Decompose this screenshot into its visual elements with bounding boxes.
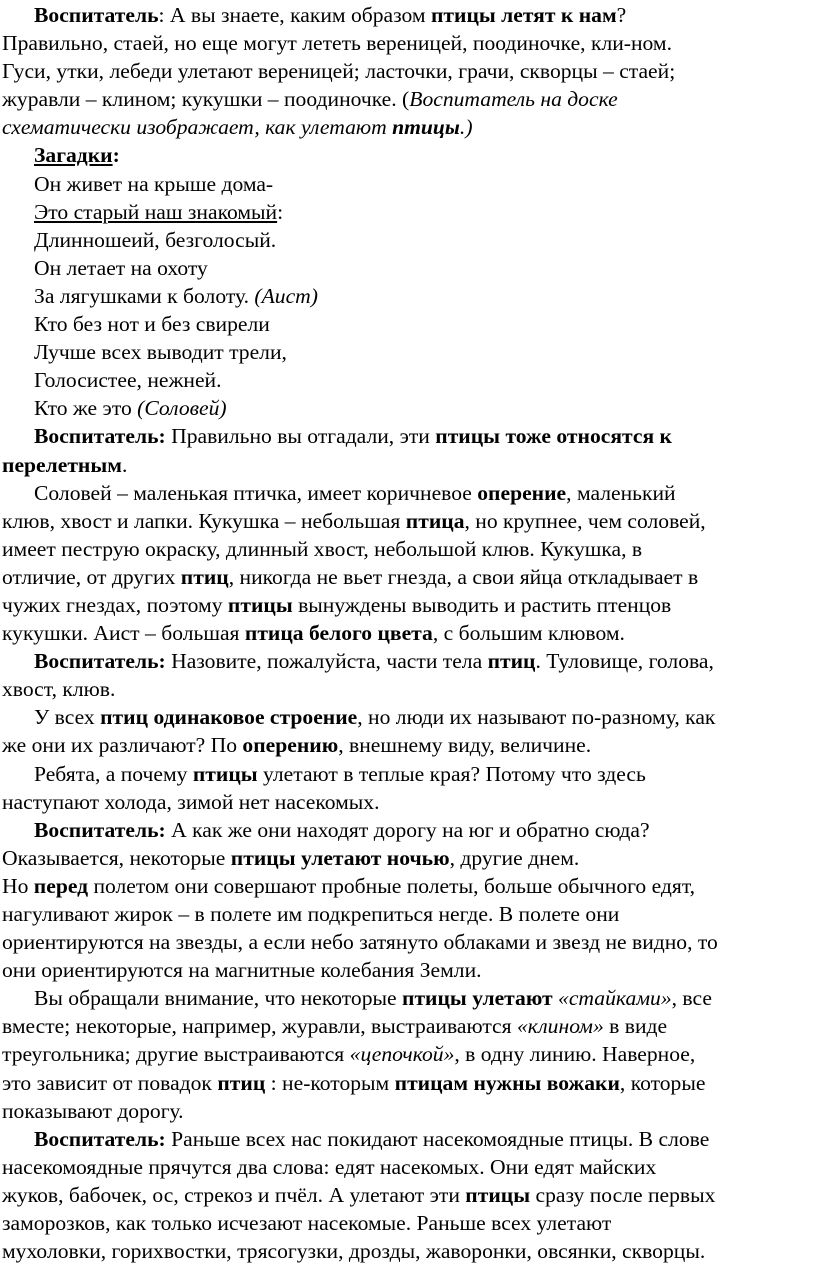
text-line xyxy=(2,1209,816,1237)
text-line xyxy=(2,29,816,57)
text-run: : А вы знаете, каким образом xyxy=(158,3,431,27)
riddle-line xyxy=(2,394,816,422)
text-run: , внешнему виду, величине. xyxy=(338,733,592,758)
text-run: Голосистее, нежней. xyxy=(34,368,222,393)
riddle-line xyxy=(2,226,816,254)
text-run: это зависит от повадок xyxy=(2,1070,218,1095)
text-run: , в одну линию. Наверное, xyxy=(454,1042,696,1067)
text-run: журавли – клином; кукушки – поодиночке. ( xyxy=(2,87,410,112)
text-run: «стайками» xyxy=(558,986,672,1011)
text-run: .) xyxy=(459,115,473,140)
riddle-line xyxy=(2,282,816,310)
text-run: оперению xyxy=(242,733,339,758)
text-run: , но крупнее, чем соловей, xyxy=(464,508,706,533)
text-run: птиц xyxy=(180,564,229,589)
text-run: , с большим клювом. xyxy=(432,621,625,646)
text-run: показывают дорогу. xyxy=(2,1098,184,1123)
text-run: треугольника; другие выстраиваются xyxy=(2,1042,350,1067)
text-run: ориентируются на звезды, а если небо затянуто облаками и звезд не видно, то xyxy=(2,930,718,955)
text-line xyxy=(2,956,816,984)
text-run: птиц xyxy=(217,1070,266,1095)
text-run: насекомоядные прячутся два слова: едят насекомых. Они едят майских xyxy=(2,1154,657,1179)
text-line xyxy=(2,703,816,731)
text-run: (Аист) xyxy=(254,283,318,308)
text-run: Воспитатель: xyxy=(34,817,166,842)
riddle-line xyxy=(2,170,816,198)
text-run: птицы улетают ночью xyxy=(230,845,450,870)
text-run: птицы xyxy=(227,592,293,617)
text-line xyxy=(2,85,816,113)
text-run: птицы летят к нам xyxy=(430,3,617,27)
text-run: птицы xyxy=(192,761,258,786)
text-line xyxy=(2,1097,816,1125)
text-line xyxy=(2,113,816,141)
text-line xyxy=(2,647,816,675)
text-run: , никогда не вьет гнезда, а свои яйца откладывает в xyxy=(228,564,699,589)
text-run: Гуси, утки, лебеди улетают вереницей; ласточки, грачи, скворцы – стаей; xyxy=(2,59,676,84)
text-run: птиц xyxy=(487,649,536,674)
text-line xyxy=(2,872,816,900)
text-line xyxy=(2,591,816,619)
text-run: птицы улетают xyxy=(402,986,553,1011)
text-run: Кто без нот и без свирели xyxy=(34,312,270,337)
text-run: перед xyxy=(33,873,89,898)
text-line xyxy=(2,675,816,703)
text-line xyxy=(2,535,816,563)
text-run: нагуливают жирок – в полете им подкрепиться негде. В полете они xyxy=(2,902,620,926)
text-run: «клином» xyxy=(516,1014,604,1039)
text-line xyxy=(2,479,816,507)
text-run: : xyxy=(112,143,120,168)
text-run: , другие днем. xyxy=(449,845,580,870)
text-run: , которые xyxy=(619,1070,706,1095)
text-line xyxy=(2,731,816,759)
text-run: Раньше всех нас покидают насекомоядные птицы. В слове xyxy=(165,1126,710,1151)
text-line xyxy=(2,422,816,450)
text-run: вместе; некоторые, например, журавли, выстраиваются xyxy=(2,1014,517,1039)
text-line xyxy=(2,451,816,479)
text-run: вынуждены выводить и растить птенцов xyxy=(292,592,672,617)
text-line xyxy=(2,760,816,788)
text-run: оперение xyxy=(477,480,567,505)
text-run: Ребята, а почему xyxy=(34,761,193,786)
text-run: птиц одинаковое строение xyxy=(100,705,358,730)
text-run: имеет пеструю окраску, длинный хвост, небольшой клюв. Кукушка, в xyxy=(2,536,643,561)
text-run: перелетным xyxy=(2,452,122,477)
text-line xyxy=(2,1237,816,1265)
text-run: : xyxy=(277,199,284,224)
text-run: . xyxy=(121,452,128,477)
riddle-line xyxy=(2,338,816,366)
text-run: наступают холода, зимой нет насекомых. xyxy=(2,789,380,814)
riddle-line xyxy=(2,366,816,394)
text-run: «цепочкой» xyxy=(349,1042,455,1067)
text-line xyxy=(2,563,816,591)
text-run: Кто же это xyxy=(34,396,138,421)
text-line xyxy=(2,900,816,928)
text-run: схематически изображает, как улетают xyxy=(2,115,393,140)
text-line xyxy=(2,816,816,844)
text-run: Вы обращали внимание, что некоторые xyxy=(34,986,402,1011)
text-run: птицы xyxy=(392,115,460,140)
text-run: , но люди их называют по-разному, как xyxy=(357,705,716,730)
text-run: Длинношеий, безголосый. xyxy=(34,227,277,252)
text-line xyxy=(2,1125,816,1153)
text-run: А как же они находят дорогу на юг и обратно сюда? xyxy=(165,817,650,842)
text-run: Правильно вы отгадали, эти xyxy=(165,424,436,449)
text-run: Воспитатель: xyxy=(34,649,166,674)
text-run: улетают в теплые края? Потому что здесь xyxy=(257,761,646,786)
riddles-heading xyxy=(2,141,816,169)
text-line xyxy=(2,928,816,956)
text-line xyxy=(2,1,816,29)
text-run: , все xyxy=(671,986,712,1011)
text-run: (Соловей) xyxy=(137,396,227,421)
text-line xyxy=(2,844,816,872)
text-run: Воспитатель на доске xyxy=(409,87,618,112)
text-run: Воспитатель: xyxy=(34,424,166,449)
text-line xyxy=(2,507,816,535)
text-run: Но xyxy=(2,873,34,898)
text-run: Воспитатель: xyxy=(34,1126,166,1151)
riddle-line xyxy=(2,198,816,226)
text-run: У всех xyxy=(34,705,101,730)
text-run: отличие, от других xyxy=(2,564,181,589)
riddle-line xyxy=(2,254,816,282)
text-run: они ориентируются на магнитные колебания Земли. xyxy=(2,958,482,983)
text-run: . Туловище, голова, xyxy=(535,649,714,674)
riddle-line xyxy=(2,310,816,338)
text-line xyxy=(2,57,816,85)
text-run: птицы xyxy=(465,1182,531,1207)
text-run: Лучше всех выводит трели, xyxy=(34,340,287,365)
text-run: же они их различают? По xyxy=(2,733,243,758)
text-run: Он живет на крыше дома- xyxy=(34,171,274,196)
text-run: сразу после первых xyxy=(530,1182,716,1207)
text-line xyxy=(2,1012,816,1040)
text-run: Загадки xyxy=(34,143,113,168)
text-run: кукушки. Аист – большая xyxy=(2,621,245,646)
text-run: ? xyxy=(616,3,627,27)
text-run: в виде xyxy=(603,1014,668,1039)
text-run: птицам нужны вожаки xyxy=(394,1070,620,1095)
text-run: клюв, хвост и лапки. Кукушка – небольшая xyxy=(2,508,406,533)
text-run: полетом они совершают пробные полеты, больше обычного едят, xyxy=(88,873,696,898)
text-run: , маленький xyxy=(566,480,676,505)
text-run: птица белого цвета xyxy=(244,621,433,646)
text-run: Воспитатель xyxy=(34,3,159,27)
text-run: чужих гнездах, поэтому xyxy=(2,592,228,617)
text-run: хвост, клюв. xyxy=(2,677,116,702)
text-line xyxy=(2,1153,816,1181)
text-run: Это старый наш знакомый xyxy=(34,199,278,224)
text-run: Он летает на охоту xyxy=(34,255,208,280)
text-run: птица xyxy=(405,508,465,533)
text-run: заморозков, как только исчезают насекомые. Раньше всех улетают xyxy=(2,1211,612,1236)
text-run: мухоловки, горихвостки, трясогузки, дрозды, жаворонки, овсянки, скворцы. xyxy=(2,1239,706,1264)
text-line xyxy=(2,619,816,647)
text-run: Правильно, стаей, но еще могут лететь вереницей, поодиночке, кли-ном. xyxy=(2,31,672,56)
text-line xyxy=(2,1181,816,1209)
text-run: Соловей – маленькая птичка, имеет коричневое xyxy=(34,480,478,505)
text-line xyxy=(2,1069,816,1097)
text-run: птицы тоже относятся к xyxy=(435,424,672,449)
text-run: За лягушками к болоту. xyxy=(34,283,255,308)
text-line xyxy=(2,1040,816,1068)
text-run: Назовите, пожалуйста, части тела xyxy=(165,649,488,674)
text-line xyxy=(2,788,816,816)
text-run: : не-которым xyxy=(265,1070,395,1095)
text-line xyxy=(2,984,816,1012)
text-run: жуков, бабочек, ос, стрекоз и пчёл. А улетают эти xyxy=(2,1182,466,1207)
text-run: Оказывается, некоторые xyxy=(2,845,231,870)
